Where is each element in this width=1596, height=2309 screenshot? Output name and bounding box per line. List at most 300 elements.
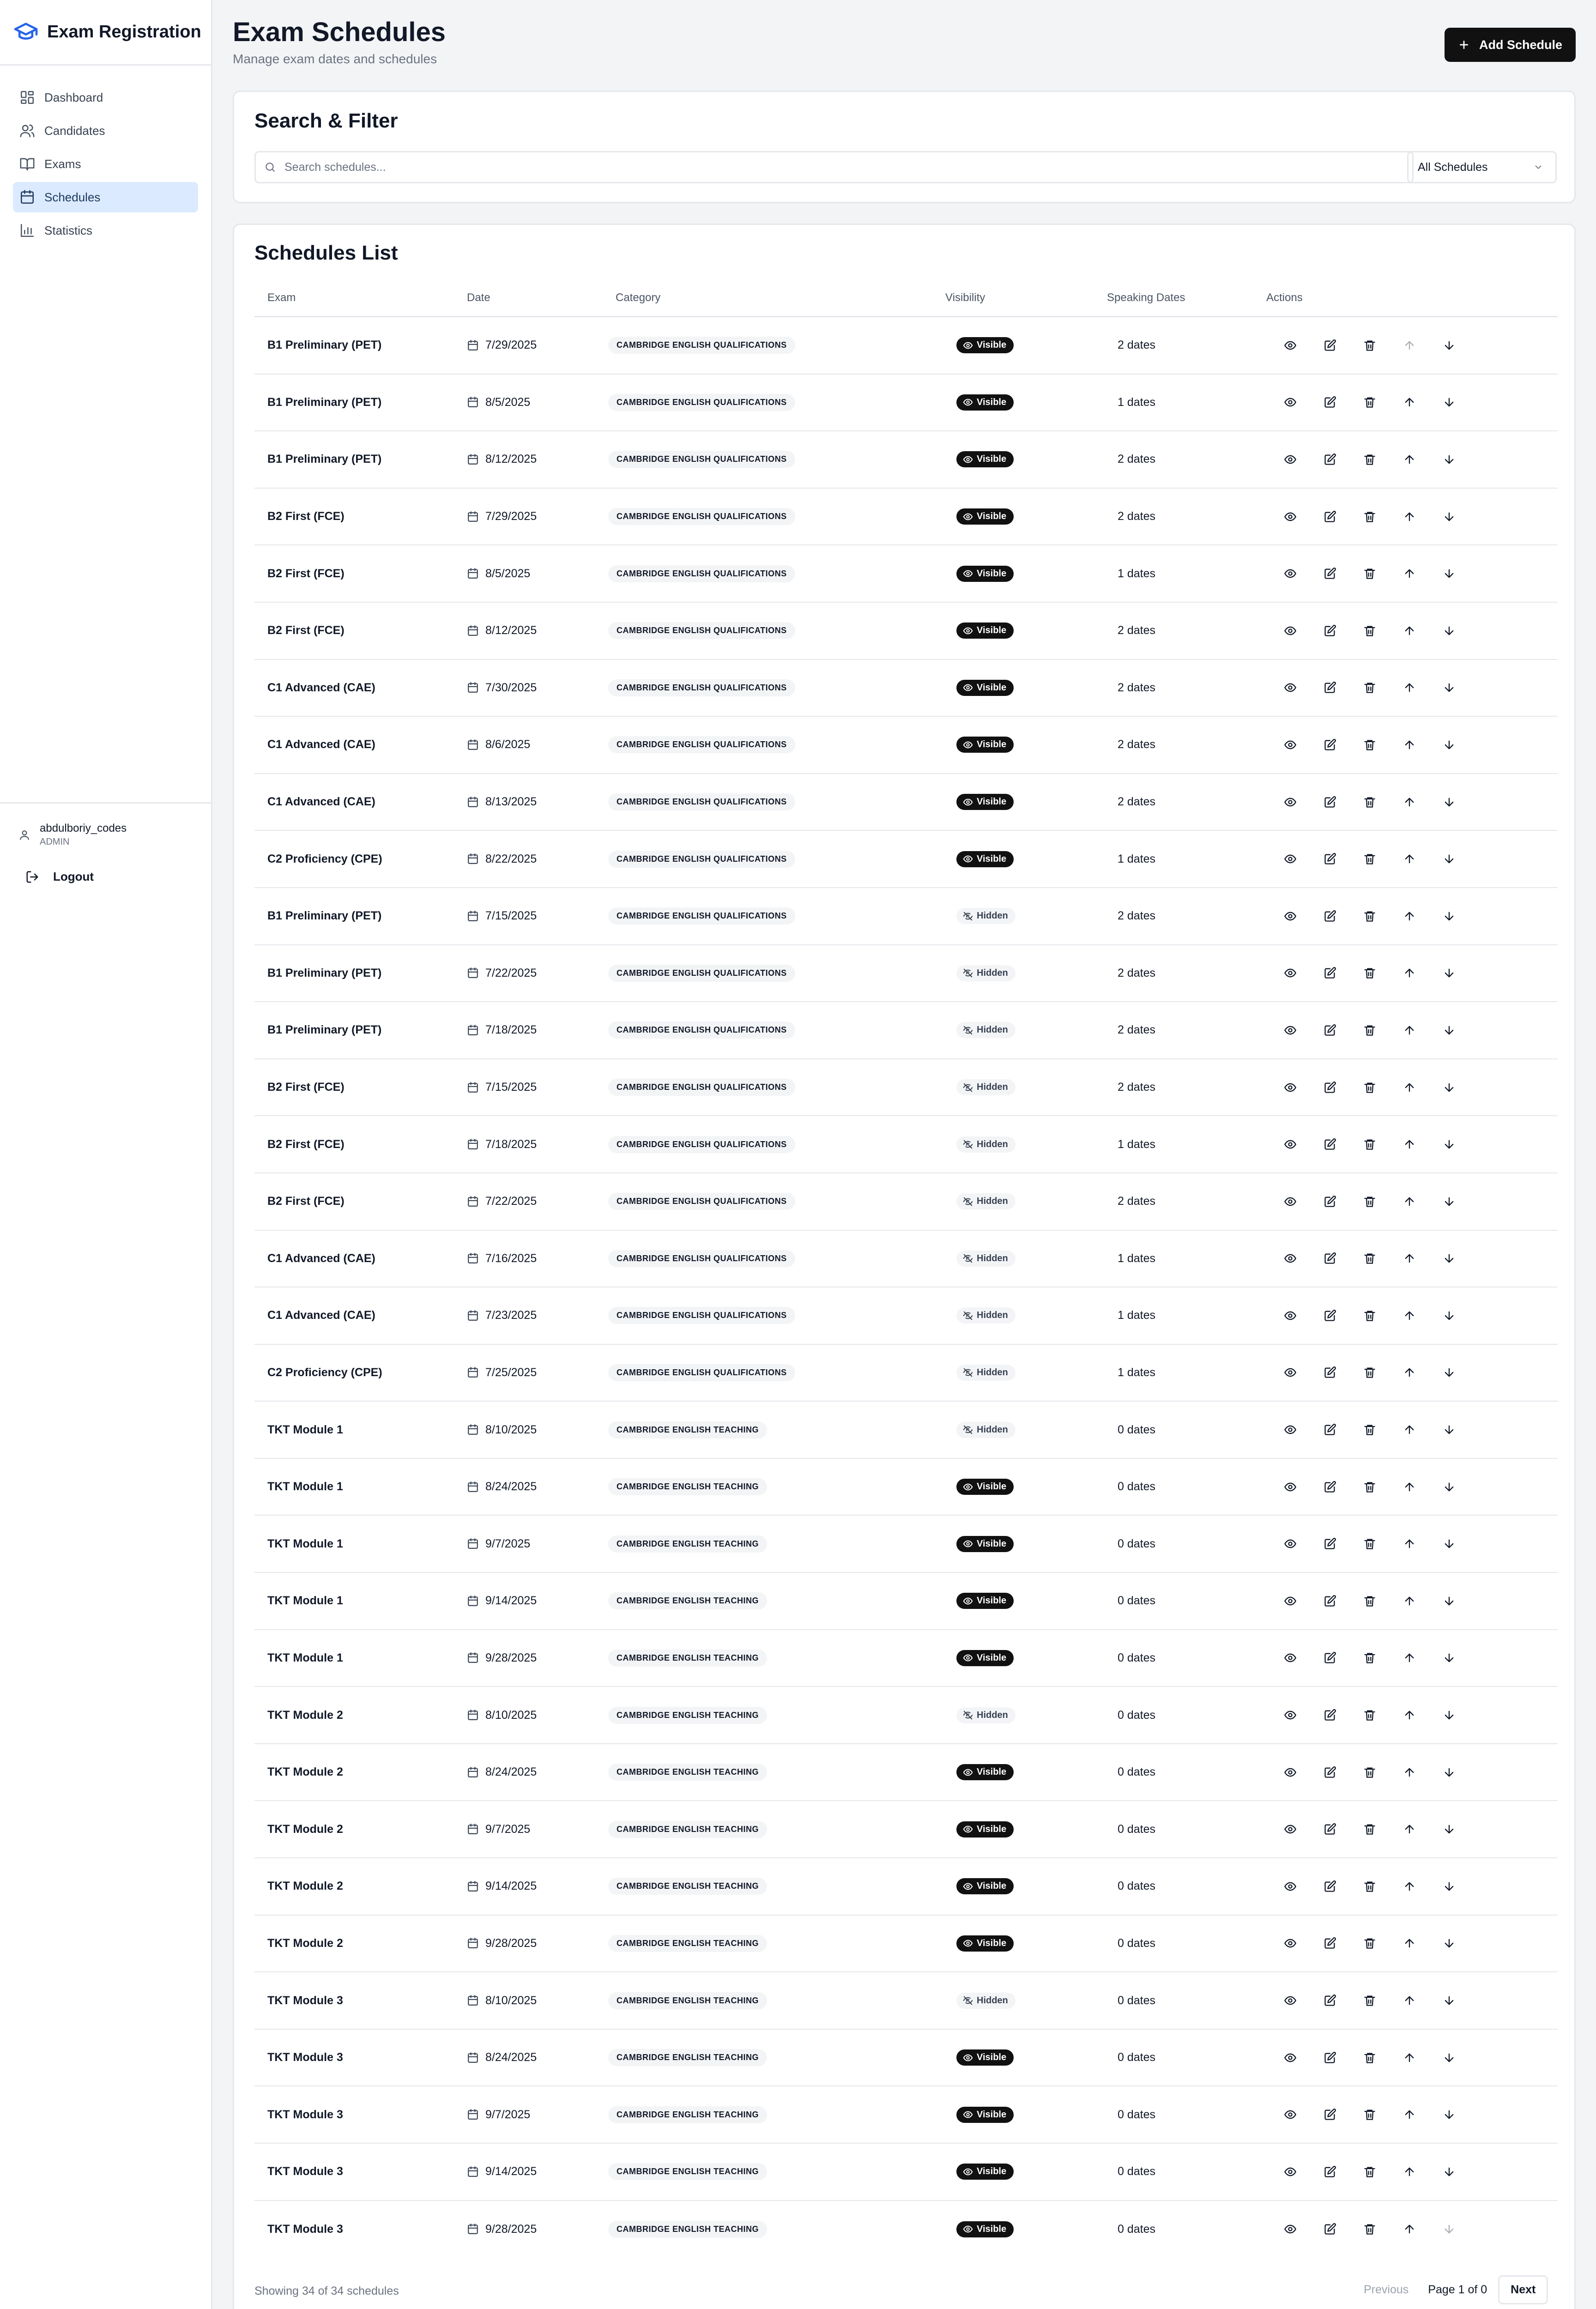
move-down-button[interactable]	[1429, 1473, 1469, 1501]
move-up-button[interactable]	[1390, 731, 1429, 759]
move-up-button[interactable]	[1390, 902, 1429, 930]
sidebar-item-exams[interactable]	[13, 149, 198, 179]
edit-button[interactable]	[1310, 2158, 1350, 2186]
sidebar-item-dashboard[interactable]	[13, 82, 198, 113]
delete-button[interactable]	[1350, 1130, 1390, 1158]
edit-button[interactable]	[1310, 1701, 1350, 1729]
move-up-button[interactable]	[1390, 1644, 1429, 1672]
view-button[interactable]	[1270, 731, 1310, 759]
move-down-button[interactable]	[1429, 2215, 1469, 2243]
category-cell	[608, 375, 795, 431]
move-up-button[interactable]	[1390, 2158, 1429, 2186]
delete-button[interactable]	[1350, 1302, 1390, 1330]
delete-button[interactable]	[1350, 1188, 1390, 1215]
edit-button[interactable]	[1310, 2215, 1350, 2243]
move-up-button[interactable]	[1390, 2101, 1429, 2128]
view-button[interactable]	[1270, 617, 1310, 645]
move-down-button[interactable]	[1429, 1074, 1469, 1101]
delete-button[interactable]	[1350, 1587, 1390, 1615]
move-down-button[interactable]	[1429, 1188, 1469, 1215]
exam-date	[467, 1744, 537, 1801]
edit-icon	[1324, 1195, 1336, 1208]
eye-icon	[1284, 1537, 1297, 1550]
eye-icon	[1284, 567, 1297, 580]
eye-icon	[1284, 967, 1297, 979]
calendar-icon	[467, 1823, 479, 1835]
edit-icon	[1324, 681, 1336, 694]
speaking-dates: 2 dates	[1118, 966, 1156, 979]
edit-icon	[1324, 1138, 1336, 1151]
edit-button[interactable]	[1310, 1074, 1350, 1101]
move-down-button[interactable]	[1429, 902, 1469, 930]
date-text: 7/22/2025	[485, 1195, 537, 1208]
add-schedule-button[interactable]	[1445, 28, 1576, 62]
sidebar-item-label: Statistics	[44, 223, 93, 237]
table-row	[254, 603, 1558, 660]
move-up-button[interactable]	[1390, 2044, 1429, 2072]
move-up-button[interactable]	[1390, 1473, 1429, 1501]
logout-button[interactable]	[0, 870, 211, 884]
visibility-label: Visible	[977, 2166, 1007, 2177]
view-button[interactable]	[1270, 388, 1310, 416]
view-button[interactable]	[1270, 1701, 1310, 1729]
exam-name: B1 Preliminary (PET)	[267, 966, 382, 979]
visibility-badge	[956, 1422, 1016, 1438]
delete-button[interactable]	[1350, 1245, 1390, 1272]
edit-button[interactable]	[1310, 332, 1350, 359]
calendar-icon	[467, 1082, 479, 1094]
delete-button[interactable]	[1350, 902, 1390, 930]
move-up-button[interactable]	[1390, 1530, 1429, 1558]
move-down-button[interactable]	[1429, 1587, 1469, 1615]
brand[interactable]	[0, 0, 211, 66]
view-button[interactable]	[1270, 2215, 1310, 2243]
eye-icon	[963, 740, 973, 750]
visibility-label: Visible	[977, 682, 1007, 693]
move-down-button[interactable]	[1429, 503, 1469, 531]
view-button[interactable]	[1270, 1759, 1310, 1786]
move-down-button[interactable]	[1429, 1016, 1469, 1044]
eye-icon	[963, 1824, 973, 1834]
move-down-button[interactable]	[1429, 1929, 1469, 1957]
eye-icon	[1284, 1309, 1297, 1322]
book-icon	[19, 156, 35, 172]
move-down-button[interactable]	[1429, 1302, 1469, 1330]
category-badge: CAMBRIDGE ENGLISH TEACHING	[608, 2106, 767, 2123]
move-up-button[interactable]	[1390, 2215, 1429, 2243]
edit-button[interactable]	[1310, 1873, 1350, 1900]
calendar-icon	[467, 1252, 479, 1264]
delete-button[interactable]	[1350, 503, 1390, 531]
arrow-up-icon	[1403, 738, 1416, 751]
view-button[interactable]	[1270, 2158, 1310, 2186]
move-up-button[interactable]	[1390, 1873, 1429, 1900]
visibility-badge	[956, 1479, 1014, 1495]
move-up-button[interactable]	[1390, 1188, 1429, 1215]
edit-button[interactable]	[1310, 388, 1350, 416]
move-up-button[interactable]	[1390, 1016, 1429, 1044]
edit-button[interactable]	[1310, 674, 1350, 701]
view-button[interactable]	[1270, 1302, 1310, 1330]
delete-button[interactable]	[1350, 845, 1390, 873]
edit-button[interactable]	[1310, 902, 1350, 930]
move-up-button[interactable]	[1390, 1587, 1429, 1615]
move-down-button[interactable]	[1429, 959, 1469, 987]
edit-button[interactable]	[1310, 446, 1350, 473]
speaking-dates: 2 dates	[1118, 1195, 1156, 1208]
view-button[interactable]	[1270, 1188, 1310, 1215]
move-down-button[interactable]	[1429, 1873, 1469, 1900]
view-button[interactable]	[1270, 1359, 1310, 1386]
sidebar-item-schedules[interactable]	[13, 182, 198, 212]
view-button[interactable]	[1270, 1644, 1310, 1672]
calendar-icon	[467, 853, 479, 865]
move-down-button[interactable]	[1429, 1130, 1469, 1158]
column-header-category[interactable]: Category	[616, 291, 661, 304]
edit-button[interactable]	[1310, 959, 1350, 987]
delete-button[interactable]	[1350, 617, 1390, 645]
row-actions	[1270, 317, 1469, 374]
date-text: 9/7/2025	[485, 1537, 531, 1550]
view-button[interactable]	[1270, 1530, 1310, 1558]
arrow-down-icon	[1443, 1309, 1456, 1322]
edit-button[interactable]	[1310, 1130, 1350, 1158]
date-text: 7/15/2025	[485, 1081, 537, 1094]
delete-button[interactable]	[1350, 959, 1390, 987]
visibility-badge	[956, 1307, 1016, 1324]
edit-button[interactable]	[1310, 788, 1350, 816]
move-up-button[interactable]	[1390, 332, 1429, 359]
view-button[interactable]	[1270, 503, 1310, 531]
visibility-filter-select[interactable]	[1407, 151, 1557, 183]
move-down-button[interactable]	[1429, 1701, 1469, 1729]
move-down-button[interactable]	[1429, 1359, 1469, 1386]
move-up-button[interactable]	[1390, 674, 1429, 701]
view-button[interactable]	[1270, 332, 1310, 359]
edit-button[interactable]	[1310, 1815, 1350, 1843]
column-header-visibility[interactable]: Visibility	[945, 291, 985, 304]
move-down-button[interactable]	[1429, 2158, 1469, 2186]
view-button[interactable]	[1270, 788, 1310, 816]
view-button[interactable]	[1270, 1473, 1310, 1501]
edit-button[interactable]	[1310, 560, 1350, 587]
exam-date	[467, 945, 537, 1002]
move-down-button[interactable]	[1429, 1644, 1469, 1672]
table-row	[254, 945, 1558, 1003]
delete-button[interactable]	[1350, 1701, 1390, 1729]
arrow-up-icon	[1403, 796, 1416, 809]
visibility-label: Hidden	[977, 1025, 1008, 1035]
delete-button[interactable]	[1350, 1759, 1390, 1786]
move-down-button[interactable]	[1429, 2101, 1469, 2128]
delete-button[interactable]	[1350, 560, 1390, 587]
delete-button[interactable]	[1350, 332, 1390, 359]
view-button[interactable]	[1270, 902, 1310, 930]
move-down-button[interactable]	[1429, 560, 1469, 587]
edit-button[interactable]	[1310, 503, 1350, 531]
delete-button[interactable]	[1350, 2044, 1390, 2072]
eye-icon	[1284, 1823, 1297, 1836]
visibility-label: Visible	[977, 1881, 1007, 1892]
move-down-button[interactable]	[1429, 446, 1469, 473]
eye-icon	[1284, 1481, 1297, 1493]
edit-icon	[1324, 796, 1336, 809]
move-down-button[interactable]	[1429, 2044, 1469, 2072]
delete-button[interactable]	[1350, 1359, 1390, 1386]
sidebar-item-statistics[interactable]	[13, 215, 198, 246]
visibility-badge	[956, 2164, 1014, 2180]
row-actions	[1270, 774, 1469, 830]
eye-icon	[963, 512, 973, 522]
visibility-badge	[956, 1935, 1014, 1952]
visibility-cell	[956, 1002, 1016, 1058]
view-button[interactable]	[1270, 1016, 1310, 1044]
delete-button[interactable]	[1350, 1873, 1390, 1900]
move-up-button[interactable]	[1390, 788, 1429, 816]
search-box[interactable]	[254, 151, 1414, 183]
edit-button[interactable]	[1310, 1644, 1350, 1672]
eye-icon	[963, 626, 973, 636]
table-row	[254, 1345, 1558, 1402]
category-badge: CAMBRIDGE ENGLISH QUALIFICATIONS	[608, 1022, 795, 1039]
edit-icon	[1324, 1366, 1336, 1379]
move-up-button[interactable]	[1390, 959, 1429, 987]
visibility-label: Visible	[977, 2224, 1007, 2234]
view-button[interactable]	[1270, 1929, 1310, 1957]
eye-icon	[1284, 738, 1297, 751]
move-up-button[interactable]	[1390, 1416, 1429, 1444]
user-profile[interactable]	[0, 822, 211, 847]
visibility-label: Visible	[977, 1652, 1007, 1663]
delete-button[interactable]	[1350, 1416, 1390, 1444]
move-down-button[interactable]	[1429, 1416, 1469, 1444]
edit-button[interactable]	[1310, 1759, 1350, 1786]
arrow-up-icon	[1403, 1081, 1416, 1094]
eye-icon	[1284, 1651, 1297, 1664]
row-actions	[1270, 1059, 1469, 1116]
visibility-cell	[956, 1287, 1016, 1344]
view-button[interactable]	[1270, 1130, 1310, 1158]
delete-button[interactable]	[1350, 388, 1390, 416]
delete-button[interactable]	[1350, 2215, 1390, 2243]
move-down-button[interactable]	[1429, 1815, 1469, 1843]
delete-button[interactable]	[1350, 731, 1390, 759]
table-row	[254, 1801, 1558, 1858]
eye-icon	[963, 797, 973, 807]
calendar-icon	[467, 1138, 479, 1150]
visibility-cell	[956, 2030, 1014, 2086]
move-down-button[interactable]	[1429, 1530, 1469, 1558]
trash-icon	[1363, 1595, 1376, 1608]
eye-icon	[963, 2053, 973, 2063]
edit-button[interactable]	[1310, 2044, 1350, 2072]
edit-button[interactable]	[1310, 1929, 1350, 1957]
speaking-dates: 2 dates	[1118, 909, 1156, 923]
move-down-button[interactable]	[1429, 674, 1469, 701]
move-up-button[interactable]	[1390, 617, 1429, 645]
move-up-button[interactable]	[1390, 560, 1429, 587]
next-page-button[interactable]: Next	[1498, 2275, 1548, 2304]
column-header-speaking-dates[interactable]: Speaking Dates	[1107, 291, 1185, 304]
category-badge: CAMBRIDGE ENGLISH QUALIFICATIONS	[608, 1364, 795, 1381]
move-down-button[interactable]	[1429, 332, 1469, 359]
view-button[interactable]	[1270, 845, 1310, 873]
move-up-button[interactable]	[1390, 1815, 1429, 1843]
move-up-button[interactable]	[1390, 1929, 1429, 1957]
exam-date	[467, 1231, 537, 1287]
speaking-dates: 0 dates	[1118, 2051, 1156, 2064]
edit-button[interactable]	[1310, 1987, 1350, 2014]
arrow-down-icon	[1443, 1423, 1456, 1436]
column-header-date[interactable]: Date	[467, 291, 490, 304]
column-header-exam[interactable]: Exam	[267, 291, 296, 304]
speaking-dates: 0 dates	[1118, 1708, 1156, 1722]
category-cell	[608, 888, 795, 944]
sidebar-item-candidates[interactable]	[13, 115, 198, 146]
arrow-up-icon	[1403, 1537, 1416, 1550]
list-title: Schedules List	[254, 242, 398, 264]
move-up-button[interactable]	[1390, 1302, 1429, 1330]
exam-name: B2 First (FCE)	[267, 624, 345, 637]
view-button[interactable]	[1270, 446, 1310, 473]
arrow-down-icon	[1443, 1937, 1456, 1950]
move-down-button[interactable]	[1429, 845, 1469, 873]
view-button[interactable]	[1270, 560, 1310, 587]
view-button[interactable]	[1270, 1587, 1310, 1615]
view-button[interactable]	[1270, 959, 1310, 987]
delete-button[interactable]	[1350, 674, 1390, 701]
exam-name: C1 Advanced (CAE)	[267, 1251, 375, 1265]
category-cell	[608, 545, 795, 602]
exam-date	[467, 1059, 537, 1116]
delete-button[interactable]	[1350, 2101, 1390, 2128]
row-actions	[1270, 945, 1469, 1002]
move-down-button[interactable]	[1429, 731, 1469, 759]
delete-button[interactable]	[1350, 788, 1390, 816]
move-down-button[interactable]	[1429, 1759, 1469, 1786]
edit-button[interactable]	[1310, 1587, 1350, 1615]
category-cell	[608, 431, 795, 488]
delete-button[interactable]	[1350, 1815, 1390, 1843]
category-cell	[608, 2201, 767, 2258]
move-up-button[interactable]	[1390, 845, 1429, 873]
date-text: 8/24/2025	[485, 1480, 537, 1493]
exam-name: TKT Module 3	[267, 2165, 343, 2178]
edit-button[interactable]	[1310, 1302, 1350, 1330]
edit-button[interactable]	[1310, 617, 1350, 645]
move-up-button[interactable]	[1390, 446, 1429, 473]
view-button[interactable]	[1270, 674, 1310, 701]
speaking-dates: 0 dates	[1118, 1480, 1156, 1493]
delete-button[interactable]	[1350, 1074, 1390, 1101]
category-cell	[608, 603, 795, 659]
move-up-button[interactable]	[1390, 1359, 1429, 1386]
search-input[interactable]	[284, 160, 1394, 175]
arrow-down-icon	[1443, 1537, 1456, 1550]
view-button[interactable]	[1270, 2101, 1310, 2128]
row-actions	[1270, 1916, 1469, 1972]
edit-button[interactable]	[1310, 2101, 1350, 2128]
visibility-cell	[956, 1744, 1014, 1801]
eye-off-icon	[963, 1425, 973, 1435]
edit-button[interactable]	[1310, 1245, 1350, 1272]
move-up-button[interactable]	[1390, 1701, 1429, 1729]
move-down-button[interactable]	[1429, 1245, 1469, 1272]
edit-button[interactable]	[1310, 1188, 1350, 1215]
view-button[interactable]	[1270, 1987, 1310, 2014]
move-up-button[interactable]	[1390, 1759, 1429, 1786]
trash-icon	[1363, 681, 1376, 694]
calendar-icon	[467, 339, 479, 351]
table-row	[254, 774, 1558, 831]
edit-button[interactable]	[1310, 1359, 1350, 1386]
exam-name: TKT Module 2	[267, 1708, 343, 1722]
delete-button[interactable]	[1350, 1530, 1390, 1558]
calendar-icon	[467, 1196, 479, 1208]
edit-icon	[1324, 910, 1336, 923]
view-button[interactable]	[1270, 2044, 1310, 2072]
view-button[interactable]	[1270, 1074, 1310, 1101]
delete-button[interactable]	[1350, 1016, 1390, 1044]
move-up-button[interactable]	[1390, 1130, 1429, 1158]
edit-icon	[1324, 1823, 1336, 1836]
edit-button[interactable]	[1310, 1416, 1350, 1444]
move-up-button[interactable]	[1390, 1245, 1429, 1272]
edit-button[interactable]	[1310, 1530, 1350, 1558]
delete-button[interactable]	[1350, 2158, 1390, 2186]
table-row	[254, 1287, 1558, 1345]
move-down-button[interactable]	[1429, 788, 1469, 816]
edit-button[interactable]	[1310, 1473, 1350, 1501]
move-up-button[interactable]	[1390, 1987, 1429, 2014]
delete-button[interactable]	[1350, 446, 1390, 473]
trash-icon	[1363, 1766, 1376, 1779]
trash-icon	[1363, 1252, 1376, 1265]
visibility-label: Hidden	[977, 967, 1008, 978]
move-down-button[interactable]	[1429, 388, 1469, 416]
view-button[interactable]	[1270, 1873, 1310, 1900]
visibility-badge	[956, 1193, 1016, 1209]
eye-icon	[1284, 453, 1297, 466]
edit-button[interactable]	[1310, 845, 1350, 873]
edit-icon	[1324, 1081, 1336, 1094]
view-button[interactable]	[1270, 1416, 1310, 1444]
eye-off-icon	[963, 1197, 973, 1207]
edit-button[interactable]	[1310, 731, 1350, 759]
trash-icon	[1363, 453, 1376, 466]
arrow-up-icon	[1403, 1138, 1416, 1151]
edit-button[interactable]	[1310, 1016, 1350, 1044]
delete-button[interactable]	[1350, 1929, 1390, 1957]
eye-icon	[1284, 624, 1297, 637]
move-up-button[interactable]	[1390, 503, 1429, 531]
delete-button[interactable]	[1350, 1644, 1390, 1672]
view-button[interactable]	[1270, 1815, 1310, 1843]
arrow-down-icon	[1443, 1252, 1456, 1265]
arrow-down-icon	[1443, 681, 1456, 694]
date-text: 8/10/2025	[485, 1708, 537, 1722]
move-up-button[interactable]	[1390, 1074, 1429, 1101]
delete-button[interactable]	[1350, 1987, 1390, 2014]
move-up-button[interactable]	[1390, 388, 1429, 416]
previous-page-button[interactable]: Previous	[1364, 2283, 1409, 2296]
view-button[interactable]	[1270, 1245, 1310, 1272]
arrow-up-icon	[1403, 1766, 1416, 1779]
move-down-button[interactable]	[1429, 1987, 1469, 2014]
move-down-button[interactable]	[1429, 617, 1469, 645]
arrow-up-icon	[1403, 453, 1416, 466]
delete-button[interactable]	[1350, 1473, 1390, 1501]
